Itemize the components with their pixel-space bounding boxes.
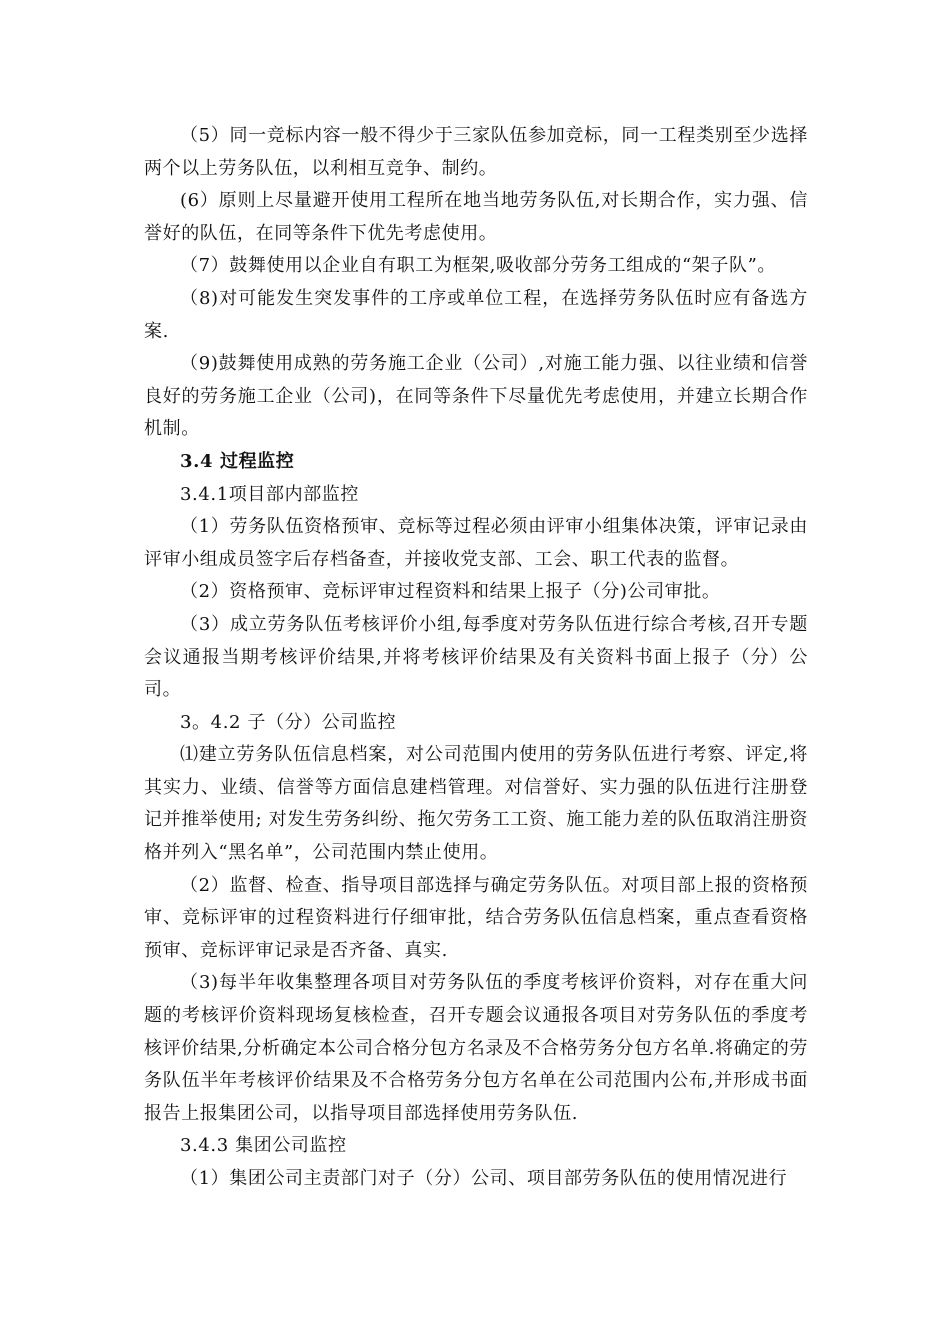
paragraph-3-4-2-item-2: （2）监督、检查、指导项目部选择与确定劳务队伍。对项目部上报的资格预审、竞标评审的过程资料进行仔细审批，结合劳务队伍信息档案，重点查看资格预审、竞标评审记录是否齐备、真实. [144, 874, 808, 961]
paragraph-7: （7）鼓舞使用以企业自有职工为框架,吸收部分劳务工组成的“架子队”。 [180, 255, 776, 277]
document-body [144, 120, 808, 1196]
paragraph-8: （8)对可能发生突发事件的工序或单位工程，在选择劳务队伍时应有备选方案. [144, 287, 808, 342]
paragraph-9: （9)鼓舞使用成熟的劳务施工企业（公司）,对施工能力强、以往业绩和信誉良好的劳务施工企业（公司)，在同等条件下尽量优先考虑使用，并建立长期合作机制。 [144, 353, 808, 440]
paragraph-3-4-1-item-1: （1）劳务队伍资格预审、竞标等过程必须由评审小组集体决策，评审记录由评审小组成员签字后存档备查，并接收党支部、工会、职工代表的监督。 [144, 516, 808, 570]
subsection-heading-3-4-2: 3。4.2 子（分）公司监控 [180, 711, 397, 733]
section-heading-3-4: 3.4 过程监控 [180, 450, 295, 472]
paragraph-3-4-2-item-1: ⑴建立劳务队伍信息档案，对公司范围内使用的劳务队伍进行考察、评定,将其实力、业绩、信誉等方面信息建档管理。对信誉好、实力强的队伍进行注册登记并推举使用; 对发生劳务纠纷、拖欠劳务工工资、施工能力差的队伍取消注册资格并列入“黑名单”，公司范围内禁止使用。 [144, 744, 808, 864]
paragraph-5: （5）同一竞标内容一般不得少于三家队伍参加竞标，同一工程类别至少选择两个以上劳务队伍，以利相互竞争、制约。 [144, 125, 808, 179]
subsection-heading-3-4-3: 3.4.3 集团公司监控 [180, 1135, 347, 1157]
paragraph-6: (6）原则上尽量避开使用工程所在地当地劳务队伍,对长期合作，实力强、信誉好的队伍，在同等条件下优先考虑使用。 [144, 190, 808, 244]
paragraph-3-4-3-item-1: （1）集团公司主责部门对子（分）公司、项目部劳务队伍的使用情况进行 [180, 1168, 788, 1189]
subsection-heading-3-4-1: 3.4.1项目部内部监控 [180, 483, 359, 505]
paragraph-3-4-1-item-3: （3）成立劳务队伍考核评价小组,每季度对劳务队伍进行综合考核,召开专题会议通报当期考核评价结果,并将考核评价结果及有关资料书面上报子（分）公司。 [144, 613, 808, 701]
paragraph-3-4-1-item-2: （2）资格预审、竞标评审过程资料和结果上报子（分)公司审批。 [180, 581, 721, 603]
paragraph-3-4-2-item-3: （3)每半年收集整理各项目对劳务队伍的季度考核评价资料，对存在重大问题的考核评价资料现场复核检查，召开专题会议通报各项目对劳务队伍的季度考核评价结果,分析确定本公司合格分包方名录及不合格劳务分包方名单.将确定的劳务队伍半年考核评价结果及不合格劳务分包方名单在公司范围内公布,并形成书面报告上报集团公司，以指导项目部选择使用劳务队伍. [144, 972, 808, 1124]
